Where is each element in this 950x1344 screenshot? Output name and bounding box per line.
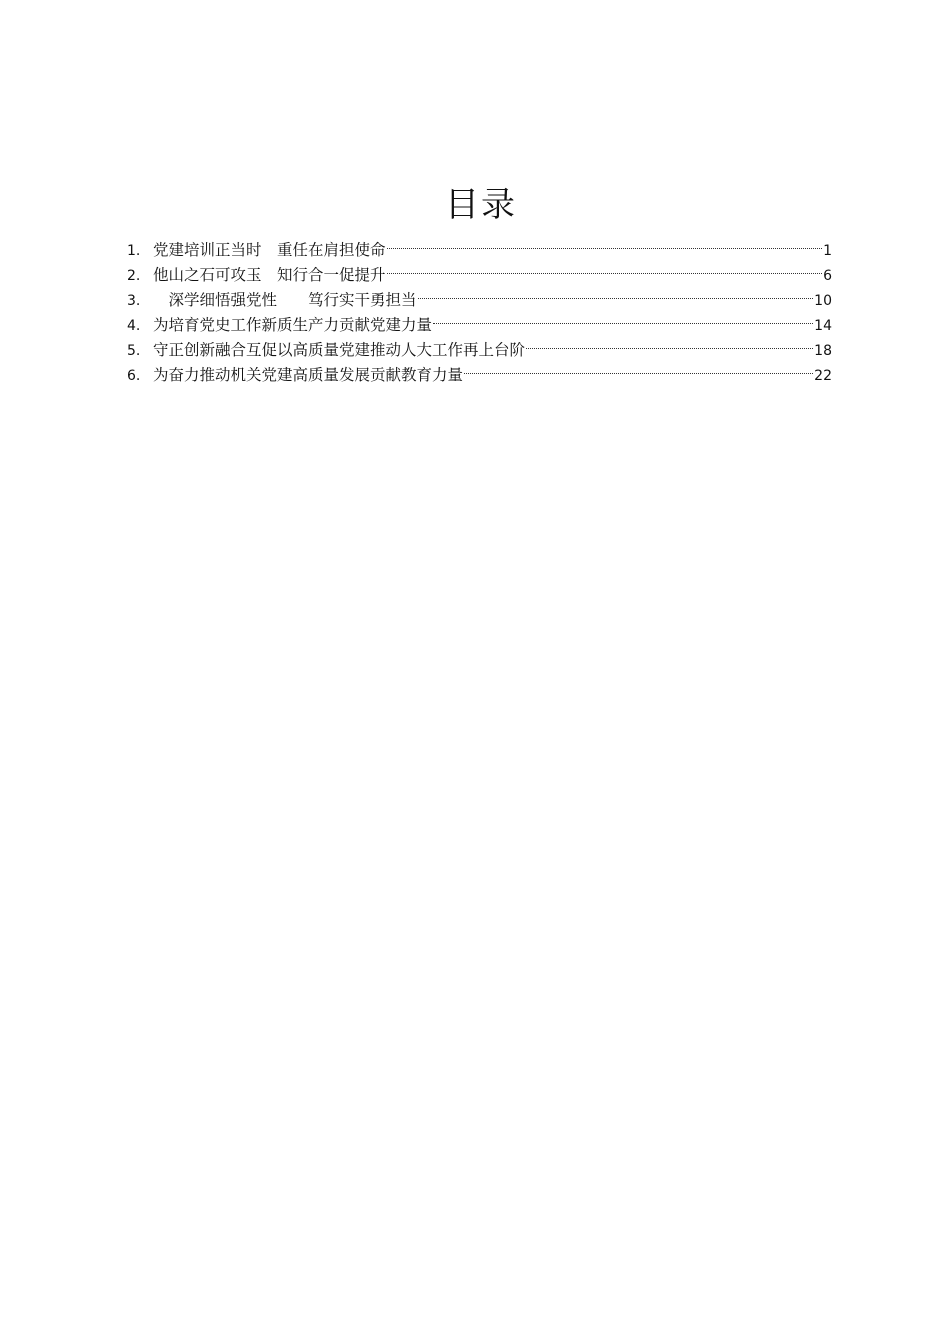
toc-entry-number: 5. xyxy=(127,343,141,359)
toc-entry-page: 22 xyxy=(814,368,832,384)
toc-dot-leader xyxy=(464,355,813,380)
toc-entry-title: 深学细悟强党性 笃行实干勇担当 xyxy=(153,291,417,309)
toc-dot-leader xyxy=(433,305,813,330)
toc-entry-page: 10 xyxy=(814,293,832,309)
toc-entry-title: 为培育党史工作新质生产力贡献党建力量 xyxy=(153,316,433,334)
toc-title: 目录 xyxy=(445,185,517,225)
toc-entry-number: 2. xyxy=(127,268,141,284)
toc-entry-number: 1. xyxy=(127,243,141,259)
toc-entry-1[interactable] xyxy=(127,230,832,259)
toc-entry-title: 党建培训正当时 重任在肩担使命 xyxy=(153,241,386,259)
toc-entry-page: 6 xyxy=(823,268,832,284)
toc-dot-leader xyxy=(418,280,814,305)
toc-entry-title: 他山之石可攻玉 知行合一促提升 xyxy=(153,266,386,284)
toc-entry-number: 3. xyxy=(127,293,141,309)
toc-entry-number: 4. xyxy=(127,318,141,334)
toc-entry-page: 18 xyxy=(814,343,832,359)
table-of-contents xyxy=(127,230,832,384)
toc-entry-page: 14 xyxy=(814,318,832,334)
toc-entry-number: 6. xyxy=(127,368,141,384)
toc-dot-leader xyxy=(387,230,823,255)
toc-dot-leader xyxy=(526,330,813,355)
toc-entry-page: 1 xyxy=(823,243,832,259)
toc-entry-title: 守正创新融合互促以高质量党建推动人大工作再上台阶 xyxy=(153,341,526,359)
toc-dot-leader xyxy=(387,255,823,280)
toc-entry-title: 为奋力推动机关党建高质量发展贡献教育力量 xyxy=(153,366,464,384)
